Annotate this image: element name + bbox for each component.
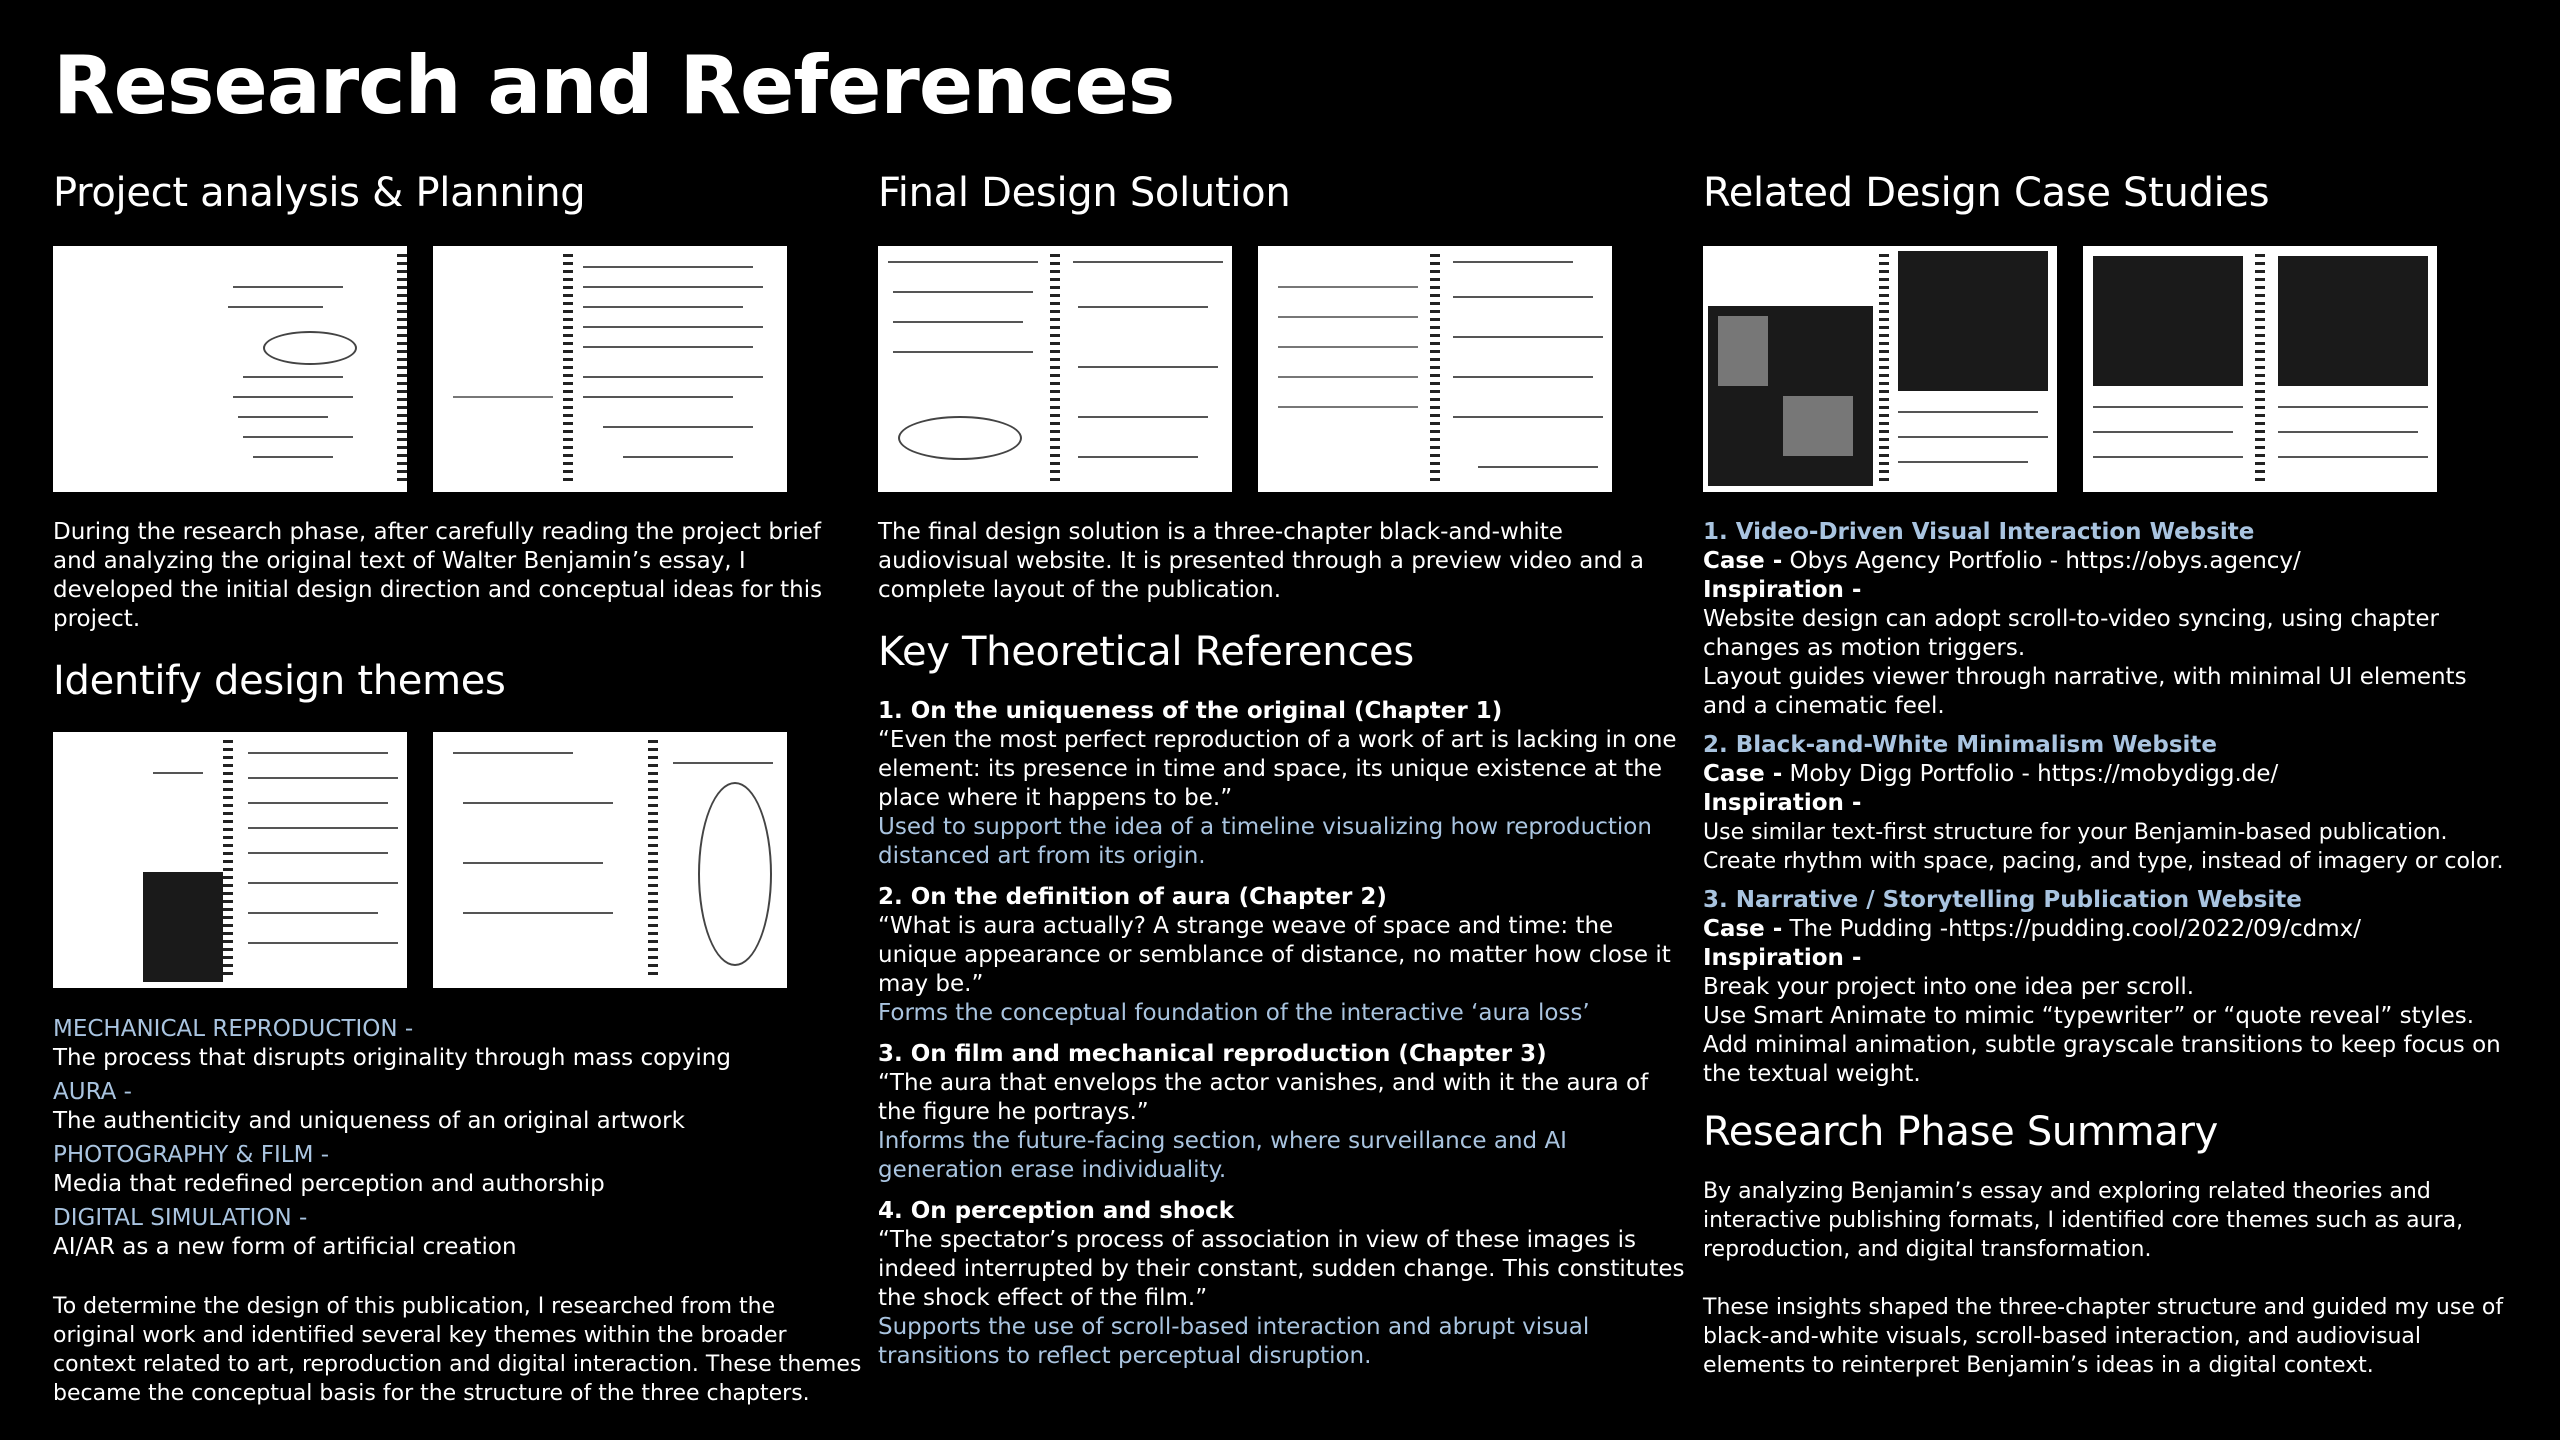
- inspiration-label: Inspiration -: [1703, 945, 1862, 971]
- ref-quote: “Even the most perfect reproduction of a work of art is lacking in one element: its presence in time and space, its unique existence at the place where it happens to be.”: [878, 727, 1677, 811]
- theme-label: DIGITAL SIMULATION -: [53, 1205, 308, 1231]
- inspiration-line: Layout guides viewer through narrative, with minimal UI elements and a cinematic feel.: [1703, 664, 2467, 719]
- case-title: 3. Narrative / Storytelling Publication Website: [1703, 887, 2302, 913]
- final-text: The final design solution is a three-chapter black-and-white audiovisual website. It is presented through a preview video and a complete layout of the publication.: [878, 519, 1644, 603]
- ref-quote: “The aura that envelops the actor vanishes, and with it the aura of the figure he portrays.”: [878, 1070, 1649, 1125]
- ref-item: [878, 697, 1688, 871]
- refs-heading: Key Theoretical References: [878, 629, 1414, 675]
- ref-title: 4. On perception and shock: [878, 1198, 1235, 1224]
- inspiration-label: Inspiration -: [1703, 577, 1862, 603]
- theme-desc: AI/AR as a new form of artificial creation: [53, 1234, 517, 1260]
- inspiration-line: Break your project into one idea per scroll.: [1703, 974, 2195, 1000]
- ref-title: 2. On the definition of aura (Chapter 2): [878, 884, 1387, 910]
- case-value: Obys Agency Portfolio - https://obys.agency/: [1782, 548, 2301, 574]
- themes-images: [53, 732, 863, 988]
- themes-text: To determine the design of this publication, I researched from the original work and identified several key themes within the broader context related to art, reproduction and digital interaction. These themes became the conceptual basis for the structure of the three chapters.: [53, 1294, 862, 1406]
- case-label: Case -: [1703, 761, 1783, 787]
- analysis-text: During the research phase, after carefully reading the project brief and analyzing the original text of Walter Benjamin’s essay, I developed the initial design direction and conceptual ideas for this project.: [53, 519, 823, 632]
- analysis-heading: Project analysis & Planning: [53, 170, 586, 216]
- case-label: Case -: [1703, 916, 1783, 942]
- theme-label: MECHANICAL REPRODUCTION -: [53, 1016, 414, 1042]
- cases-heading: Related Design Case Studies: [1703, 170, 2270, 216]
- summary-paragraph-2: These insights shaped the three-chapter structure and guided my use of black-and-white visuals, scroll-based interaction, and audiovisual elements to reinterpret Benjamin’s ideas in a digital context.: [1703, 1295, 2504, 1378]
- inspiration-line: Use Smart Animate to mimic “typewriter” or “quote reveal” styles.: [1703, 1003, 2475, 1029]
- theme-item: [53, 1140, 863, 1199]
- theme-desc: The authenticity and uniqueness of an original artwork: [53, 1108, 685, 1134]
- ref-note: Forms the conceptual foundation of the interactive ‘aura loss’: [878, 1000, 1590, 1026]
- theme-label: PHOTOGRAPHY & FILM -: [53, 1142, 330, 1168]
- summary-paragraph-1: By analyzing Benjamin’s essay and exploring related theories and interactive publishing formats, I identified core themes such as aura, reproduction, and digital transformation.: [1703, 1179, 2464, 1262]
- ref-item: [878, 1040, 1688, 1185]
- case-line: [1703, 547, 2513, 576]
- theme-item: [53, 1203, 863, 1262]
- theme-desc: The process that disrupts originality through mass copying: [53, 1045, 731, 1071]
- ref-note: Informs the future-facing section, where surveillance and AI generation erase individuality.: [878, 1128, 1567, 1183]
- column-analysis: [53, 170, 863, 1408]
- case-line: [1703, 915, 2513, 944]
- inspiration-line: Add minimal animation, subtle grayscale transitions to keep focus on the textual weight.: [1703, 1032, 2501, 1087]
- theme-item: [53, 1077, 863, 1136]
- sketch-image-final-plan: [1258, 246, 1612, 492]
- ref-title: 1. On the uniqueness of the original (Chapter 1): [878, 698, 1503, 724]
- ref-note: Used to support the idea of a timeline visualizing how reproduction distanced art from its origin.: [878, 814, 1652, 869]
- sketch-image-final-notes: [878, 246, 1232, 492]
- inspiration-line: Create rhythm with space, pacing, and type, instead of imagery or color.: [1703, 849, 2504, 874]
- inspiration-label: Inspiration -: [1703, 790, 1862, 816]
- sketch-image-moodboard: [1703, 246, 2057, 492]
- cases-list: [1703, 518, 2513, 1089]
- final-heading: Final Design Solution: [878, 170, 1291, 216]
- sketch-image-benjamin: [53, 732, 407, 988]
- theme-desc: Media that redefined perception and authorship: [53, 1171, 605, 1197]
- theme-label: AURA -: [53, 1079, 132, 1105]
- ref-quote: “What is aura actually? A strange weave of space and time: the unique appearance or semblance of distance, no matter how close it may be.”: [878, 913, 1671, 997]
- sketch-image-chapter: [433, 732, 787, 988]
- case-label: Case -: [1703, 548, 1783, 574]
- page-title: Research and References: [53, 39, 1175, 132]
- column-cases: [1703, 170, 2513, 1380]
- column-final: [878, 170, 1688, 1383]
- theme-item: [53, 1014, 863, 1073]
- inspiration-line: Use similar text-first structure for your Benjamin-based publication.: [1703, 820, 2448, 845]
- case-item: [1703, 886, 2513, 1089]
- sketch-image-notes: [433, 246, 787, 492]
- summary-heading: Research Phase Summary: [1703, 1109, 2219, 1155]
- case-line: [1703, 760, 2513, 789]
- refs-list: [878, 697, 1688, 1371]
- analysis-images: [53, 246, 863, 492]
- case-title: 1. Video-Driven Visual Interaction Website: [1703, 519, 2255, 545]
- ref-note: Supports the use of scroll-based interaction and abrupt visual transitions to reflect perceptual disruption.: [878, 1314, 1590, 1369]
- case-item: [1703, 731, 2513, 876]
- final-images: [878, 246, 1688, 492]
- ref-title: 3. On film and mechanical reproduction (Chapter 3): [878, 1041, 1547, 1067]
- case-value: The Pudding -https://pudding.cool/2022/09/cdmx/: [1782, 916, 2362, 942]
- cases-images: [1703, 246, 2513, 492]
- inspiration-line: Website design can adopt scroll-to-video syncing, using chapter changes as motion triggers.: [1703, 606, 2439, 661]
- sketch-image-case-notes: [2083, 246, 2437, 492]
- ref-item: [878, 883, 1688, 1028]
- themes-heading: Identify design themes: [53, 658, 506, 704]
- case-value: Moby Digg Portfolio - https://mobydigg.de/: [1782, 761, 2279, 787]
- case-item: [1703, 518, 2513, 721]
- case-title: 2. Black-and-White Minimalism Website: [1703, 732, 2217, 758]
- ref-quote: “The spectator’s process of association in view of these images is indeed interrupted by their constant, sudden change. This constitutes the shock effect of the film.”: [878, 1227, 1685, 1311]
- sketch-image-mindmap: [53, 246, 407, 492]
- ref-item: [878, 1197, 1688, 1371]
- themes-list: [53, 1014, 863, 1262]
